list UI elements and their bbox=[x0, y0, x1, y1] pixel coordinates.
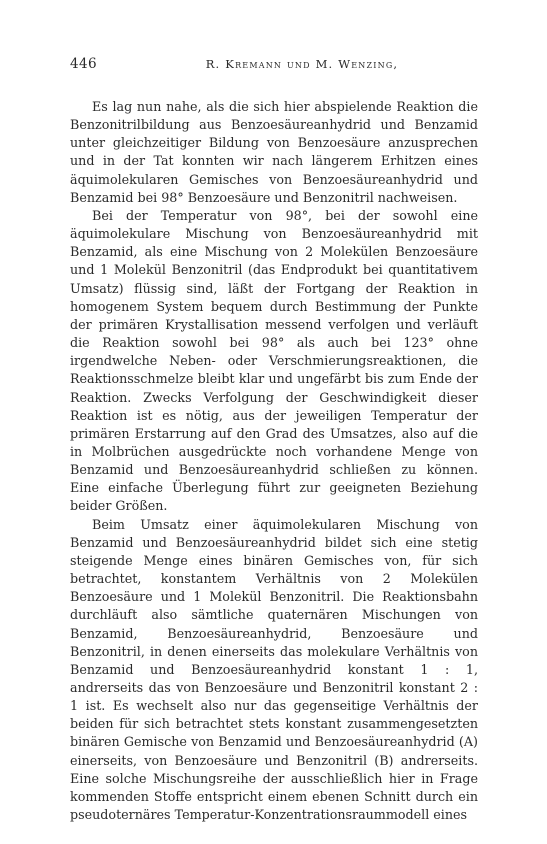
page-header bbox=[70, 56, 478, 78]
page-number: 446 bbox=[70, 56, 97, 72]
paragraph-2: Bei der Temperatur von 98°, bei der sowohl eine äquimolekulare Mischung von Benzoesäureanhydrid mit Benzamid, als eine Mischung von 2 Molekülen Benzoesäure und 1 Molekül Benzonitril (das Endprodukt bei quantitativem Umsatz) flüssig sind, läßt der Fortgang der Reaktion in homogenem System bequem durch Bestimmung der Punkte der primären Krystallisation messend verfolgen und verläuft die Reaktion sowohl bei 98° als auch bei 123° ohne irgendwelche Neben- oder Verschmierungsreaktionen, die Reaktionsschmelze bleibt klar und ungefärbt bis zum Ende der Reaktion. Zwecks Verfolgung der Geschwindigkeit dieser Reaktion ist es nötig, aus der jeweiligen Temperatur der primären Erstarrung auf den Grad des Umsatzes, also auf die in Molbrüchen ausgedrückte noch vorhandene Menge von Benzamid und Benzoesäureanhydrid schließen zu können. Eine einfache Überlegung führt zur geeigneten Beziehung beider Größen. bbox=[70, 207, 478, 514]
paragraph-1: Es lag nun nahe, als die sich hier abspielende Reaktion die Benzonitrilbildung aus Benzoesäureanhydrid und Benzamid unter gleichzeitiger Bildung von Benzoesäure anzusprechen und in der Tat konnten wir nach längerem Erhitzen eines äquimolekularen Gemisches von Benzoesäureanhydrid und Benzamid bei 98° Benzoesäure und Benzonitril nachweisen. bbox=[70, 99, 478, 205]
paragraph-3: Beim Umsatz einer äquimolekularen Mischung von Benzamid und Benzoesäureanhydrid bildet sich eine stetig steigende Menge eines binären Gemisches von, für sich betrachtet, konstantem Verhältnis von 2 Molekülen Benzoesäure und 1 Molekül Benzonitril. Die Reaktionsbahn durchläuft also sämtliche quaternären Mischungen von Benzamid, Benzoesäureanhydrid, Benzoesäure und Benzonitril, in denen einerseits das molekulare Verhältnis von Benzamid und Benzoesäureanhydrid konstant 1 : 1, andrerseits das von Benzoesäure und Benzonitril konstant 2 : 1 ist. Es wechselt also nur das gegenseitige Verhältnis der beiden für sich betrachtet stets konstant zusammengesetzten binären Gemische von Benzamid und Benzoesäureanhydrid (A) einerseits, von Benzoesäure und Benzonitril (B) andrerseits. Eine solche Mischungsreihe der ausschließlich hier in Frage kommenden Stoffe entspricht einem ebenen Schnitt durch ein pseudoternäres Temperatur-Konzentrationsraummodell eines bbox=[70, 516, 478, 823]
body-text bbox=[70, 98, 478, 824]
running-head: R. Kremann und M. Wenzing, bbox=[205, 57, 399, 71]
